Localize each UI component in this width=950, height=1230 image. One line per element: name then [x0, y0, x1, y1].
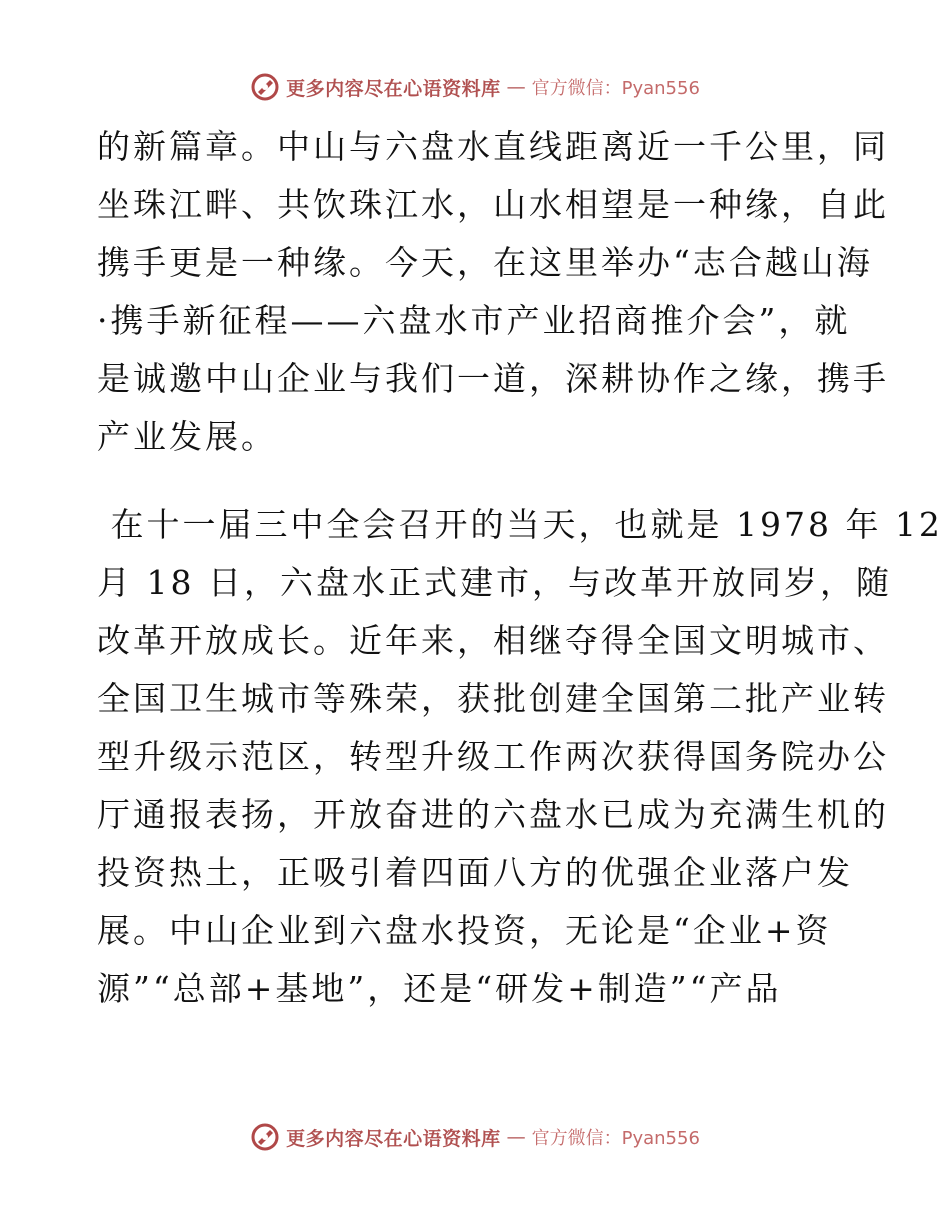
banner-separator: —: [506, 1126, 526, 1148]
text-line: 源”“总部+基地”，还是“研发+制造”“产品: [97, 969, 782, 1008]
paragraph-1: [97, 118, 889, 466]
text-line: 在十一届三中全会召开的当天，也就是 1978 年 12: [97, 505, 943, 544]
text-line: 产业发展。: [97, 417, 277, 456]
banner-site-name: 更多内容尽在心语资料库: [286, 1127, 501, 1150]
text-line: 携手更是一种缘。今天，在这里举办“志合越山海: [97, 243, 873, 282]
text-line: 展。中山企业到六盘水投资，无论是“企业+资: [97, 911, 832, 950]
text-line: 改革开放成长。近年来，相继夺得全国文明城市、: [97, 621, 889, 660]
text-line: 投资热土，正吸引着四面八方的优强企业落户发: [97, 853, 853, 892]
text-line: ·携手新征程——六盘水市产业招商推介会”，就: [97, 301, 851, 340]
brand-logo-icon: [250, 72, 280, 102]
document-body: [97, 118, 943, 1018]
banner-site-name: 更多内容尽在心语资料库: [286, 77, 501, 100]
text-line: 坐珠江畔、共饮珠江水，山水相望是一种缘，自此: [97, 185, 889, 224]
text-line: 是诚邀中山企业与我们一道，深耕协作之缘，携手: [97, 359, 889, 398]
banner-wechat-id: 官方微信：Pyan556: [531, 78, 700, 99]
banner-wechat-id: 官方微信：Pyan556: [531, 1128, 700, 1149]
footer-banner: [0, 1122, 950, 1152]
brand-logo-icon: [250, 1122, 280, 1152]
text-line: 全国卫生城市等殊荣，获批创建全国第二批产业转: [97, 679, 889, 718]
banner-separator: —: [506, 76, 526, 98]
text-line: 型升级示范区，转型升级工作两次获得国务院办公: [97, 737, 889, 776]
text-line: 厅通报表扬，开放奋进的六盘水已成为充满生机的: [97, 795, 889, 834]
paragraph-2: [97, 496, 943, 1018]
text-line: 的新篇章。中山与六盘水直线距离近一千公里，同: [97, 127, 889, 166]
paragraph-spacer: [97, 466, 857, 496]
text-line: 月 18 日，六盘水正式建市，与改革开放同岁，随: [97, 563, 892, 602]
header-banner: [0, 72, 950, 102]
